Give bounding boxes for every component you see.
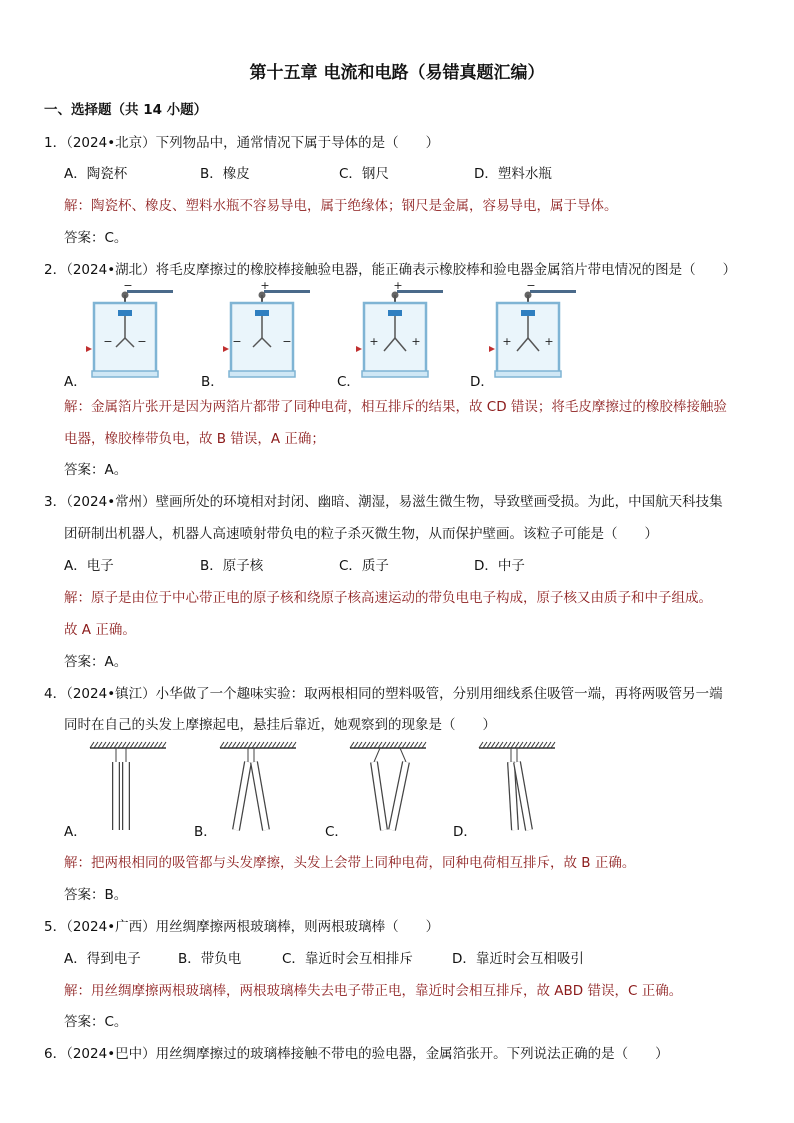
q4-option-a: A．: [64, 824, 87, 840]
foil-left-sign: −: [232, 335, 242, 348]
q2-stem: 2．（2024•湖北）将毛皮摩擦过的橡胶棒接触验电器，能正确表示橡胶棒和验电器金属箔片带电情况的图是（ ）: [44, 262, 737, 278]
rod-charge-sign: +: [393, 279, 403, 292]
q2-option-a: A．: [64, 374, 87, 390]
foil-right-sign: +: [544, 335, 554, 348]
q3-option-a: A．电子: [64, 558, 114, 574]
foil-left-sign: +: [369, 335, 379, 348]
q1-option-a: A．陶瓷杯: [64, 166, 128, 182]
section-heading: 一、选择题（共 14 小题）: [44, 102, 208, 118]
foil-right-sign: +: [411, 335, 421, 348]
electroscope-diagram: [92, 279, 182, 383]
foil-right-sign: −: [137, 335, 147, 348]
q4-option-b: B．: [194, 824, 217, 840]
insulator-stopper: [388, 310, 402, 316]
insulator-stopper: [118, 310, 132, 316]
q3-stem-line1: 3．（2024•常州）壁画所处的环境相对封闭、幽暗、潮湿，易滋生微生物，导致壁画受损。为此，中国航天科技集: [44, 494, 723, 510]
q4-answer: 答案：B。: [64, 887, 128, 903]
electroscope-base: [92, 371, 158, 377]
rod-charge-sign: −: [123, 279, 133, 292]
insulator-stopper: [521, 310, 535, 316]
page-title: 第十五章 电流和电路（易错真题汇编）: [249, 63, 545, 83]
electroscope-base: [362, 371, 428, 377]
q5-solution: 解：用丝绸摩擦两根玻璃棒，两根玻璃棒失去电子带正电，靠近时会相互排斥，故 ABD 错误，C 正确。: [64, 983, 683, 999]
q5-option-b: B．带负电: [178, 951, 242, 967]
case-pointer: [223, 346, 229, 352]
q4-option-d: D．: [453, 824, 477, 840]
electroscope-diagram: [362, 279, 452, 383]
q3-option-c: C．质子: [339, 558, 389, 574]
hanging-straws-diagram: [477, 740, 557, 835]
q6-stem: 6．（2024•巴中）用丝绸摩擦过的玻璃棒接触不带电的验电器，金属箔张开。下列说法正确的是（ ）: [44, 1046, 669, 1062]
q5-answer: 答案：C。: [64, 1014, 128, 1030]
foil-left-sign: −: [103, 335, 113, 348]
hanging-straws-diagram: [218, 740, 298, 835]
foil-right-sign: −: [282, 335, 292, 348]
q2-solution-line2: 电器，橡胶棒带负电，故 B 错误，A 正确；: [64, 431, 325, 447]
q4-solution: 解：把两根相同的吸管都与头发摩擦，头发上会带上同种电荷，同种电荷相互排斥，故 B 正确。: [64, 855, 636, 871]
q5-option-c: C．靠近时会互相排斥: [282, 951, 413, 967]
case-pointer: [86, 346, 92, 352]
q2-option-d: D．: [470, 374, 494, 390]
q1-stem: 1．（2024•北京）下列物品中，通常情况下属于导体的是（ ）: [44, 135, 440, 151]
q2-option-c: C．: [337, 374, 360, 390]
insulator-stopper: [255, 310, 269, 316]
q4-option-c: C．: [325, 824, 348, 840]
q3-option-b: B．原子核: [200, 558, 264, 574]
electroscope-base: [495, 371, 561, 377]
q1-option-d: D．塑料水瓶: [474, 166, 552, 182]
case-pointer: [356, 346, 362, 352]
q2-solution-line1: 解：金属箔片张开是因为两箔片都带了同种电荷，相互排斥的结果，故 CD 错误；将毛皮摩擦过的橡胶棒接触验: [64, 399, 727, 415]
q1-option-b: B．橡皮: [200, 166, 250, 182]
charged-rod: [397, 290, 443, 293]
electroscope-base: [229, 371, 295, 377]
charged-rod: [127, 290, 173, 293]
thread: [374, 748, 380, 762]
q2-answer: 答案：A。: [64, 462, 128, 478]
foil-left-sign: +: [502, 335, 512, 348]
q3-option-d: D．中子: [474, 558, 525, 574]
thread: [400, 748, 406, 762]
rod-charge-sign: −: [526, 279, 536, 292]
charged-rod: [264, 290, 310, 293]
q1-answer: 答案：C。: [64, 230, 128, 246]
electroscope-diagram: [229, 279, 319, 383]
q2-option-b: B．: [201, 374, 224, 390]
q5-option-a: A．得到电子: [64, 951, 141, 967]
electroscope-diagram: [495, 279, 585, 383]
q3-solution-line1: 解：原子是由位于中心带正电的原子核和绕原子核高速运动的带负电电子构成，原子核又由质子和中子组成。: [64, 590, 712, 606]
hanging-straws-diagram: [88, 740, 168, 835]
case-pointer: [489, 346, 495, 352]
q3-answer: 答案：A。: [64, 654, 128, 670]
q3-solution-line2: 故 A 正确。: [64, 622, 136, 638]
q1-option-c: C．钢尺: [339, 166, 389, 182]
q1-solution: 解：陶瓷杯、橡皮、塑料水瓶不容易导电，属于绝缘体；钢尺是金属，容易导电，属于导体。: [64, 198, 618, 214]
q4-stem-line2: 同时在自己的头发上摩擦起电，悬挂后靠近，她观察到的现象是（ ）: [64, 717, 496, 733]
hanging-straws-diagram: [348, 740, 428, 835]
q3-stem-line2: 团研制出机器人，机器人高速喷射带负电的粒子杀灭微生物，从而保护壁画。该粒子可能是（ ）: [64, 526, 658, 542]
q5-option-d: D．靠近时会互相吸引: [452, 951, 584, 967]
rod-charge-sign: +: [260, 279, 270, 292]
q4-stem-line1: 4．（2024•镇江）小华做了一个趣味实验：取两根相同的塑料吸管，分别用细线系住吸管一端，再将两吸管另一端: [44, 686, 723, 702]
q5-stem: 5．（2024•广西）用丝绸摩擦两根玻璃棒，则两根玻璃棒（ ）: [44, 919, 440, 935]
charged-rod: [530, 290, 576, 293]
